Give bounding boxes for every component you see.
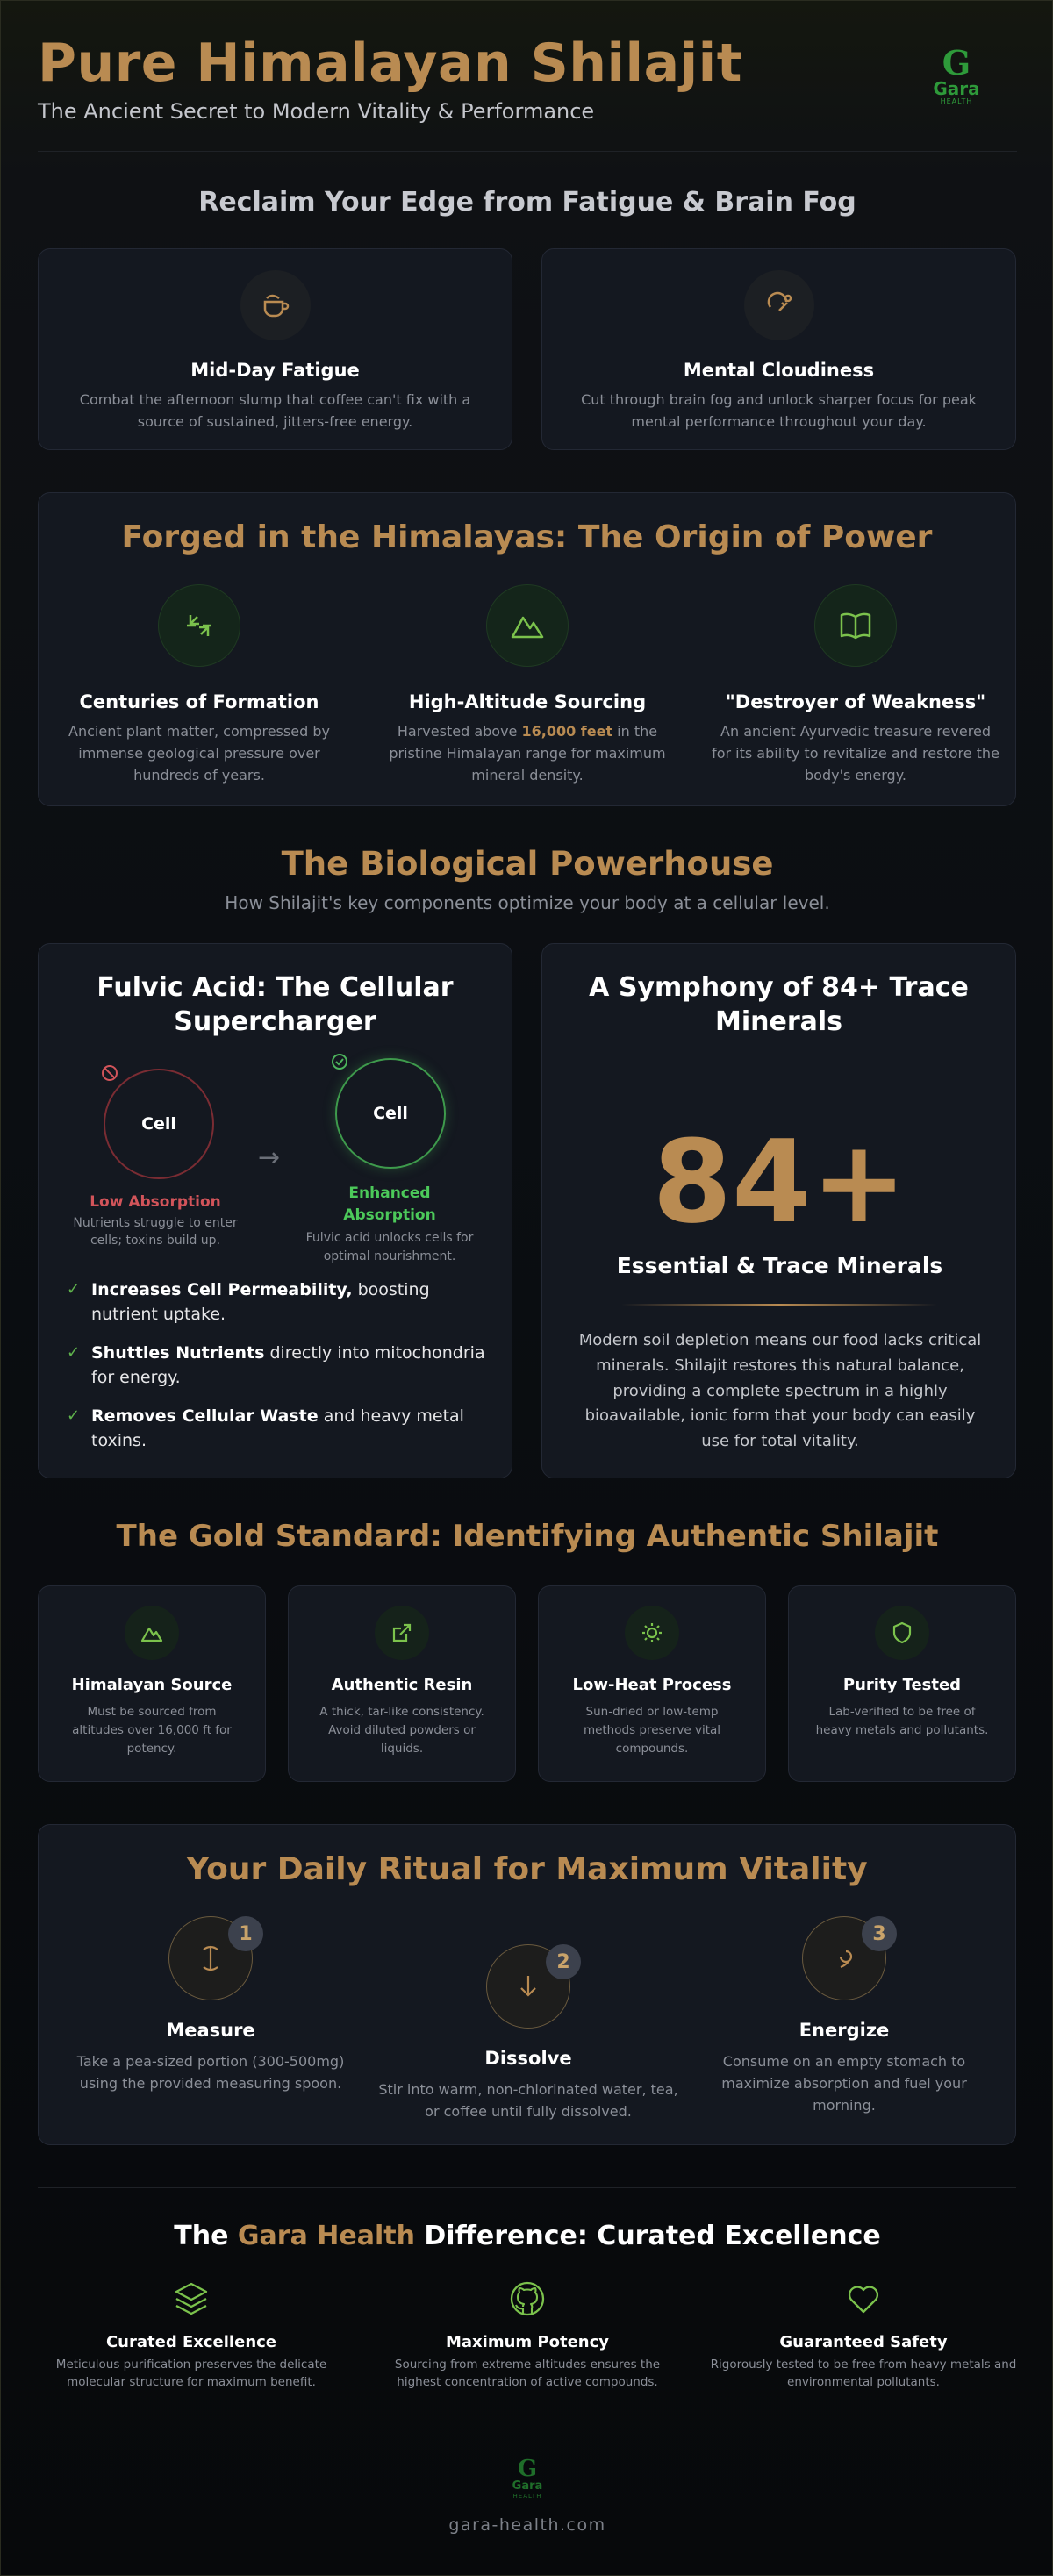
gold-card-purity bbox=[788, 1585, 1016, 1782]
gold-card-heading: Purity Tested bbox=[842, 1676, 962, 1694]
low-absorption-text: Nutrients struggle to enter cells; toxins build up. bbox=[73, 1216, 238, 1249]
footer-logo-subtext: HEALTH bbox=[512, 2493, 542, 2500]
layers-icon bbox=[171, 2279, 211, 2319]
step-text: Stir into warm, non-chlorinated water, tea, or coffee until fully dissolved. bbox=[378, 2081, 678, 2120]
difference-item-potency bbox=[374, 2279, 681, 2391]
footer-url-link[interactable]: gara-health.com bbox=[448, 2515, 606, 2535]
mountain-icon bbox=[486, 584, 569, 667]
brain-icon bbox=[744, 270, 814, 340]
step-text: Take a pea-sized portion (300-500mg) using the provided measuring spoon. bbox=[76, 2053, 345, 2092]
footer-logo-text: Gara bbox=[512, 2479, 543, 2493]
gold-card-heading: Authentic Resin bbox=[331, 1676, 473, 1694]
gold-card-text: Sun-dried or low-temp methods preserve vital compounds. bbox=[583, 1705, 721, 1756]
difference-text: Meticulous purification preserves the delicate molecular structure for maximum benefit. bbox=[55, 2358, 327, 2389]
gold-card-text: Must be sourced from altitudes over 16,000 ft for potency. bbox=[72, 1705, 232, 1756]
fulvic-benefits-list bbox=[67, 1277, 491, 1467]
check-circle-icon bbox=[330, 1052, 349, 1071]
origin-section bbox=[38, 492, 1016, 806]
point-bold: Shuttles Nutrients bbox=[91, 1343, 265, 1363]
gold-card-heading: Low-Heat Process bbox=[572, 1676, 732, 1694]
step-heading: Measure bbox=[166, 2020, 255, 2041]
cell-low: Cell bbox=[104, 1069, 214, 1179]
difference-title-pre: The bbox=[174, 2221, 238, 2251]
step-dissolve bbox=[374, 2048, 683, 2123]
gold-title: The Gold Standard: Identifying Authentic Shilajit bbox=[116, 1519, 939, 1554]
mountain-icon bbox=[125, 1606, 179, 1660]
enhanced-absorption-label: Enhanced Absorption bbox=[343, 1184, 436, 1224]
book-icon bbox=[814, 584, 897, 667]
enhanced-absorption-block bbox=[302, 1183, 477, 1265]
step-number-badge: 1 bbox=[228, 1916, 263, 1951]
check-icon: ✓ bbox=[67, 1406, 81, 1425]
difference-heading: Maximum Potency bbox=[445, 2333, 610, 2351]
point-bold: Removes Cellular Waste bbox=[91, 1406, 319, 1426]
step-text: Consume on an empty stomach to maximize absorption and fuel your morning. bbox=[721, 2053, 967, 2114]
low-absorption-block bbox=[63, 1193, 247, 1250]
page-title: Pure Himalayan Shilajit bbox=[38, 32, 742, 94]
gold-card-process bbox=[538, 1585, 766, 1782]
altitude-text-before: Harvested above bbox=[397, 723, 522, 740]
page-subtitle: The Ancient Secret to Modern Vitality & Performance bbox=[38, 99, 595, 124]
point-rest: boosting nutrient uptake. bbox=[91, 1280, 430, 1324]
origin-title: Forged in the Himalayas: The Origin of Power bbox=[121, 519, 933, 555]
biology-title: The Biological Powerhouse bbox=[281, 845, 774, 883]
origin-item-altitude bbox=[383, 584, 672, 786]
list-item bbox=[67, 1341, 491, 1390]
check-icon: ✓ bbox=[67, 1280, 81, 1299]
formation-heading: Centuries of Formation bbox=[79, 691, 319, 712]
difference-item-curated bbox=[38, 2279, 345, 2391]
altitude-text-after: in the pristine Himalayan range for maximum mineral density. bbox=[389, 723, 666, 784]
minerals-card bbox=[541, 943, 1016, 1478]
destroyer-heading: "Destroyer of Weakness" bbox=[725, 691, 986, 712]
gold-card-text: A thick, tar-like consistency. Avoid diluted powders or liquids. bbox=[319, 1705, 484, 1756]
altitude-highlight: 16,000 feet bbox=[521, 723, 613, 740]
arrow-right-icon: → bbox=[258, 1142, 281, 1173]
fatigue-heading: Mid-Day Fatigue bbox=[190, 360, 360, 381]
step-number-badge: 2 bbox=[546, 1944, 581, 1979]
shield-icon bbox=[875, 1606, 929, 1660]
biology-subtitle: How Shilajit's key components optimize your body at a cellular level. bbox=[225, 892, 830, 913]
page-header bbox=[38, 32, 1017, 152]
list-item bbox=[67, 1277, 491, 1327]
fatigue-text: Combat the afternoon slump that coffee can't fix with a source of sustained, jitters-free energy. bbox=[79, 391, 471, 430]
prohibited-icon bbox=[100, 1063, 119, 1083]
heart-icon bbox=[843, 2279, 884, 2319]
cloudiness-card bbox=[541, 248, 1016, 450]
footer bbox=[1, 2458, 1053, 2535]
step-heading: Energize bbox=[799, 2020, 890, 2041]
low-absorption-label: Low Absorption bbox=[90, 1193, 221, 1211]
gold-card-heading: Himalayan Source bbox=[71, 1676, 233, 1694]
formation-text: Ancient plant matter, compressed by immense geological pressure over hundreds of years. bbox=[68, 723, 330, 784]
check-icon: ✓ bbox=[67, 1343, 81, 1362]
logo-leaf-g-icon: G bbox=[942, 43, 971, 82]
difference-title bbox=[1, 2221, 1053, 2251]
fulvic-title: Fulvic Acid: The Cellular Supercharger bbox=[97, 972, 454, 1037]
enhanced-absorption-text: Fulvic acid unlocks cells for optimal nourishment. bbox=[305, 1231, 474, 1263]
reclaim-title: Reclaim Your Edge from Fatigue & Brain Fog bbox=[198, 187, 856, 218]
point-bold: Increases Cell Permeability, bbox=[91, 1280, 353, 1299]
section-divider bbox=[38, 2187, 1016, 2188]
logo-subtext: HEALTH bbox=[940, 97, 973, 105]
brand-logo bbox=[926, 43, 987, 105]
difference-title-post: Difference: Curated Excellence bbox=[414, 2221, 881, 2251]
cell-enhanced: Cell bbox=[335, 1058, 446, 1169]
origin-item-destroyer bbox=[711, 584, 1000, 786]
fatigue-card bbox=[38, 248, 512, 450]
step-energize bbox=[690, 2020, 999, 2116]
origin-item-formation bbox=[54, 584, 344, 786]
ritual-title: Your Daily Ritual for Maximum Vitality bbox=[186, 1851, 868, 1887]
minerals-divider bbox=[621, 1304, 937, 1306]
coffee-cup-icon bbox=[240, 270, 311, 340]
altitude-heading: High-Altitude Sourcing bbox=[408, 691, 647, 712]
difference-heading: Curated Excellence bbox=[105, 2333, 277, 2351]
point-rest: and heavy metal toxins. bbox=[91, 1406, 464, 1450]
cloudiness-text: Cut through brain fog and unlock sharper focus for peak mental performance throughout your day. bbox=[581, 391, 977, 430]
step-number-badge: 3 bbox=[862, 1916, 897, 1951]
minerals-label: Essential & Trace Minerals bbox=[616, 1253, 943, 1278]
ritual-section bbox=[38, 1824, 1016, 2145]
sun-icon bbox=[625, 1606, 679, 1660]
step-measure bbox=[56, 2020, 365, 2095]
minerals-text: Modern soil depletion means our food lacks critical minerals. Shilajit restores this natural balance, providing a complete spectrum in a highly bioavailable, ionic form that your body can easily use for total vitality. bbox=[578, 1331, 982, 1451]
cloudiness-heading: Mental Cloudiness bbox=[683, 360, 875, 381]
gold-card-text: Lab-verified to be free of heavy metals and pollutants. bbox=[815, 1705, 989, 1737]
external-link-icon bbox=[375, 1606, 429, 1660]
step-heading: Dissolve bbox=[484, 2048, 572, 2069]
difference-heading: Guaranteed Safety bbox=[779, 2333, 948, 2351]
fulvic-card bbox=[38, 943, 512, 1478]
difference-text: Sourcing from extreme altitudes ensures the highest concentration of active compounds. bbox=[394, 2358, 661, 2389]
gold-card-source bbox=[38, 1585, 266, 1782]
point-rest: directly into mitochondria for energy. bbox=[91, 1343, 485, 1387]
destroyer-text: An ancient Ayurvedic treasure revered for its ability to revitalize and restore the body's energy. bbox=[712, 723, 999, 784]
minerals-title: A Symphony of 84+ Trace Minerals bbox=[589, 972, 969, 1037]
difference-item-safety bbox=[710, 2279, 1017, 2391]
logo-text: Gara bbox=[933, 78, 980, 99]
list-item bbox=[67, 1404, 491, 1453]
minerals-number: 84+ bbox=[652, 1115, 907, 1249]
gold-card-resin bbox=[288, 1585, 516, 1782]
footer-logo-g-icon: G bbox=[517, 2456, 538, 2482]
difference-title-brand: Gara Health bbox=[237, 2221, 415, 2251]
compress-icon bbox=[158, 584, 240, 667]
github-icon bbox=[507, 2279, 548, 2319]
difference-text: Rigorously tested to be free from heavy metals and environmental pollutants. bbox=[710, 2358, 1017, 2389]
altitude-text bbox=[383, 721, 672, 786]
